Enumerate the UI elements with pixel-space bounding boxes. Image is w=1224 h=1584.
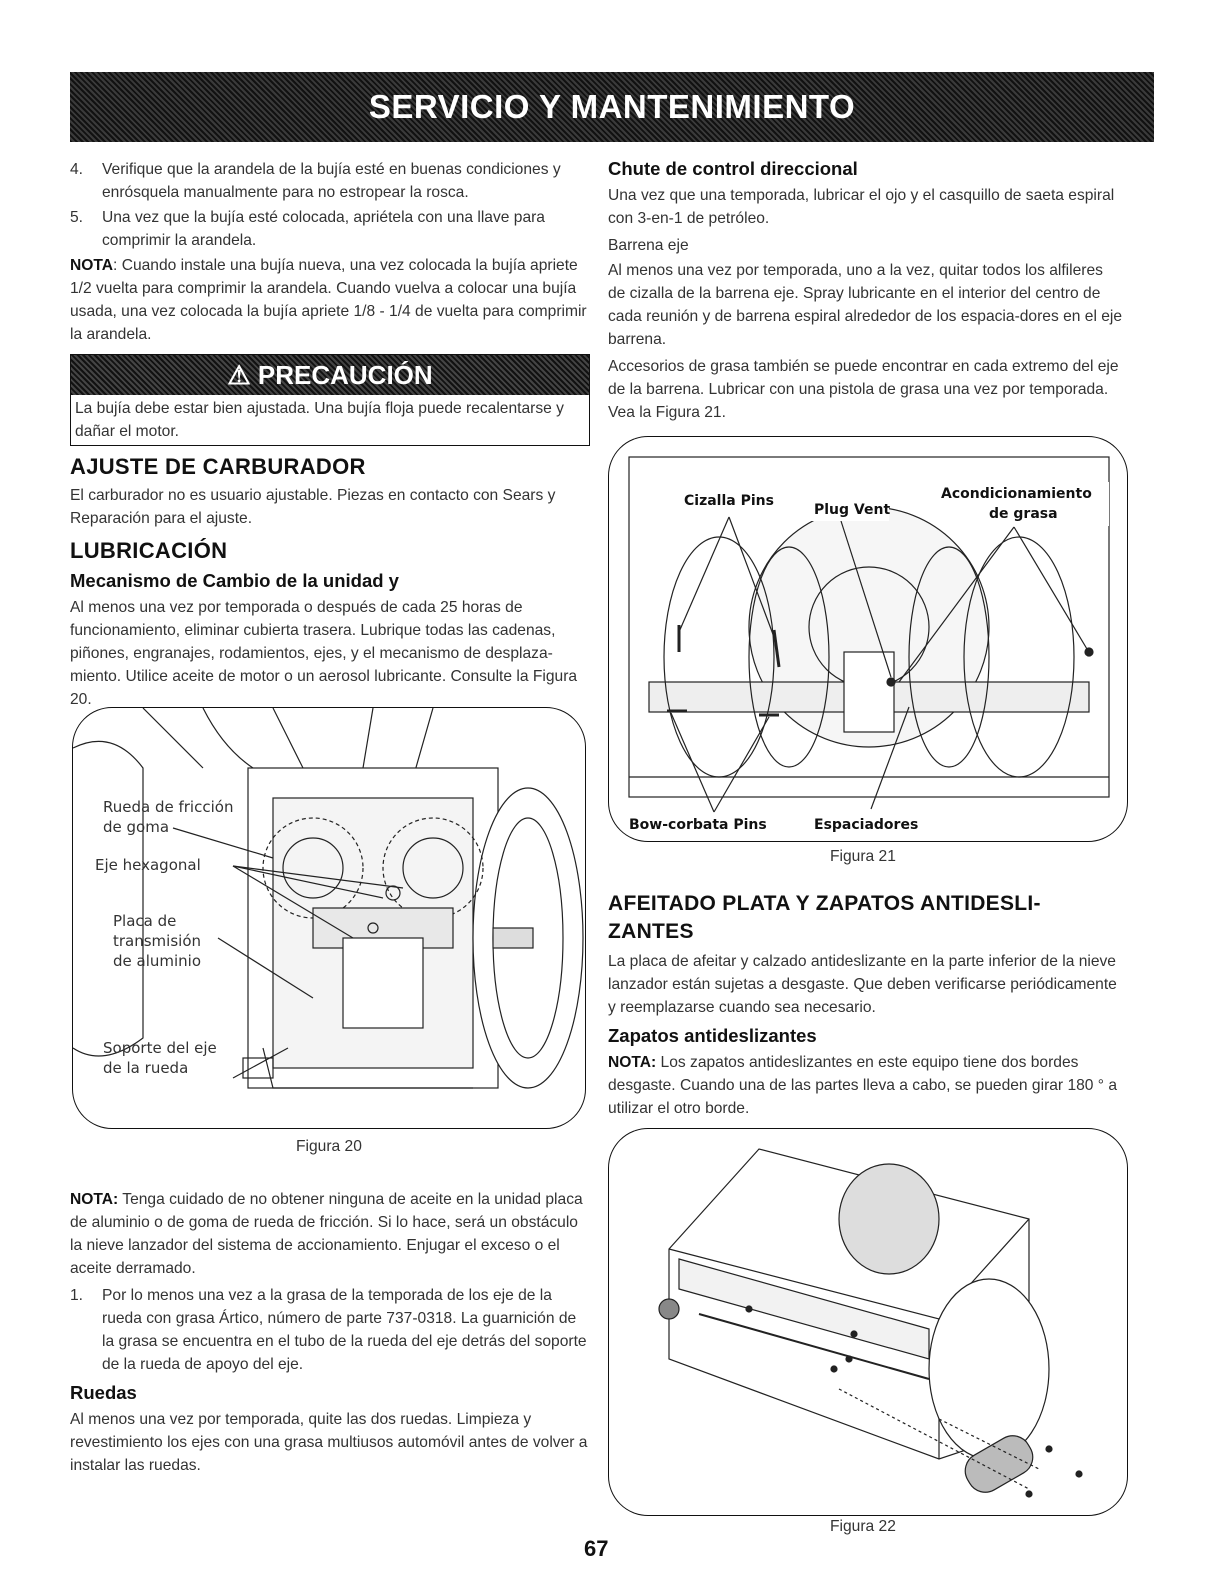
carburetor-text: El carburador no es usuario ajustable. Piezas en contacto con Sears y Reparación para el ajuste.: [70, 487, 556, 527]
label-hex-shaft: Eje hexagonal: [95, 856, 201, 874]
note-paragraph: NOTA: Cuando instale una bujía nueva, una vez colocada la bujía apriete 1/2 vuelta para comprimir la arandela. Cuando vuelva a colocar una bujía usada, una vez colocada la bujía apriete 1/8 - 1/4 de vuelta para comprimir la arandela.: [70, 257, 587, 343]
auger-text-1: Al menos una vez por temporada, uno a la vez, quitar todos los alfileres de cizalla de la barrena eje. Spray lubricante en el interior del centro de cada reunión y de barrena espiral alrededor de los espacia-dores en el eje barrena.: [608, 262, 1123, 348]
left-column-lower: [70, 1188, 590, 1477]
right-column: [608, 158, 1123, 424]
page-header-banner: [70, 72, 1154, 142]
label-bowtie-pins: Bow-corbata Pins: [629, 817, 767, 833]
figure-20-caption: Figura 20: [296, 1138, 362, 1155]
wheels-text: Al menos una vez por temporada, quite las dos ruedas. Limpieza y revestimiento los ejes con una grasa multiusos automóvil antes de volver a instalar las ruedas.: [70, 1411, 588, 1474]
label-friction-wheel-2: de goma: [103, 818, 170, 836]
page-title: SERVICIO Y MANTENIMIENTO: [368, 88, 856, 125]
drive-mechanism-illustration: [73, 708, 585, 1128]
list-item: 5. Una vez que la bujía esté colocada, apriétela con una llave para comprimir la arandela.: [70, 209, 545, 249]
page-number: 67: [584, 1536, 609, 1561]
skid-shoes-heading: Zapatos antideslizantes: [608, 1025, 817, 1046]
caution-title: PRECAUCIÓN: [257, 359, 433, 390]
label-axle-support-2: de la rueda: [103, 1059, 189, 1077]
auger-text-2: Accesorios de grasa también se puede encontrar en cada extremo del eje de la barrena. Lubricar con una pistola de grasa una vez por temporada. Vea la Figura 21.: [608, 358, 1119, 421]
label-spacers: Espaciadores: [814, 817, 919, 833]
label-friction-wheel: Rueda de fricción: [103, 798, 234, 816]
figure-20: [72, 707, 586, 1129]
label-plate-2: transmisión: [113, 932, 202, 950]
mechanism-text: Al menos una vez por temporada o después de cada 25 horas de funcionamiento, eliminar cubierta trasera. Lubrique todas las cadenas, piñones, engranajes, rodamientos, ejes, y el mecanismo de desplaza-miento. Utilice aceite de motor o un aerosol lubricante. Consulte la Figura 20.: [70, 599, 578, 708]
wheels-heading: Ruedas: [70, 1382, 137, 1403]
right-column-lower: [608, 890, 1123, 1120]
auger-shaft-label: Barrena eje: [608, 237, 689, 254]
label-plate-3: de aluminio: [113, 952, 202, 970]
caution-text: La bujía debe estar bien ajustada. Una bujía floja puede recalentarse y dañar el motor.: [75, 400, 564, 440]
label-plug-vent: Plug Vent: [814, 502, 891, 518]
figure-22: [608, 1128, 1128, 1516]
label-grease-fitting-1: Acondicionamiento: [941, 486, 1092, 502]
carburetor-heading: AJUSTE DE CARBURADOR: [70, 454, 366, 479]
list-item: 4. Verifique que la arandela de la bujía esté en buenas condiciones y enrósquela manualmente para no estropear la rosca.: [70, 161, 561, 201]
label-shear-pins: Cizalla Pins: [684, 493, 774, 509]
shave-plate-text: La placa de afeitar y calzado antideslizante en la parte inferior de la nieve lanzador están sujetas a desgaste. Que deben verificarse periódicamente y reemplazarse cuando sea necesario.: [608, 953, 1117, 1016]
caution-box: [70, 354, 590, 446]
warning-icon: ⚠: [227, 359, 258, 390]
list-item: 1. Por lo menos una vez a la grasa de la temporada de los eje de la rueda con grasa Ártico, número de parte 737-0318. La guarnición de la grasa se encuentra en el tubo de la rueda del eje detrás del soporte de la rueda de apoyo del eje.: [70, 1287, 587, 1373]
mechanism-heading: Mecanismo de Cambio de la unidad y: [70, 570, 399, 591]
chute-text: Una vez que una temporada, lubricar el ojo y el casquillo de saeta espiral con 3-en-1 de petróleo.: [608, 187, 1115, 227]
figure-21: [608, 436, 1128, 842]
auger-illustration: [609, 437, 1127, 841]
figure-21-caption: Figura 21: [830, 848, 896, 865]
note-paragraph-2: NOTA: Tenga cuidado de no obtener ninguna de aceite en la unidad placa de aluminio o de goma de rueda de fricción. Si lo hace, será un obstáculo la nieve lanzador del sistema de accionamiento. Enjugar el exceso o el aceite derramado.: [70, 1191, 583, 1277]
shave-plate-heading: AFEITADO PLATA Y ZAPATOS ANTIDESLI-ZANTES: [608, 892, 1041, 943]
label-grease-fitting-2: de grasa: [989, 506, 1058, 522]
auger-housing-illustration: [609, 1129, 1127, 1515]
note-paragraph-3: NOTA: Los zapatos antideslizantes en este equipo tiene dos bordes desgaste. Cuando una de las partes lleva a cabo, se pueden girar 180 ° a utilizar el otro borde.: [608, 1054, 1118, 1117]
figure-22-caption: Figura 22: [830, 1518, 896, 1535]
chute-heading: Chute de control direccional: [608, 158, 858, 179]
label-plate-1: Placa de: [113, 912, 177, 930]
lubrication-heading: LUBRICACIÓN: [70, 538, 228, 563]
left-column: [70, 158, 590, 711]
label-axle-support-1: Soporte del eje: [103, 1039, 217, 1057]
